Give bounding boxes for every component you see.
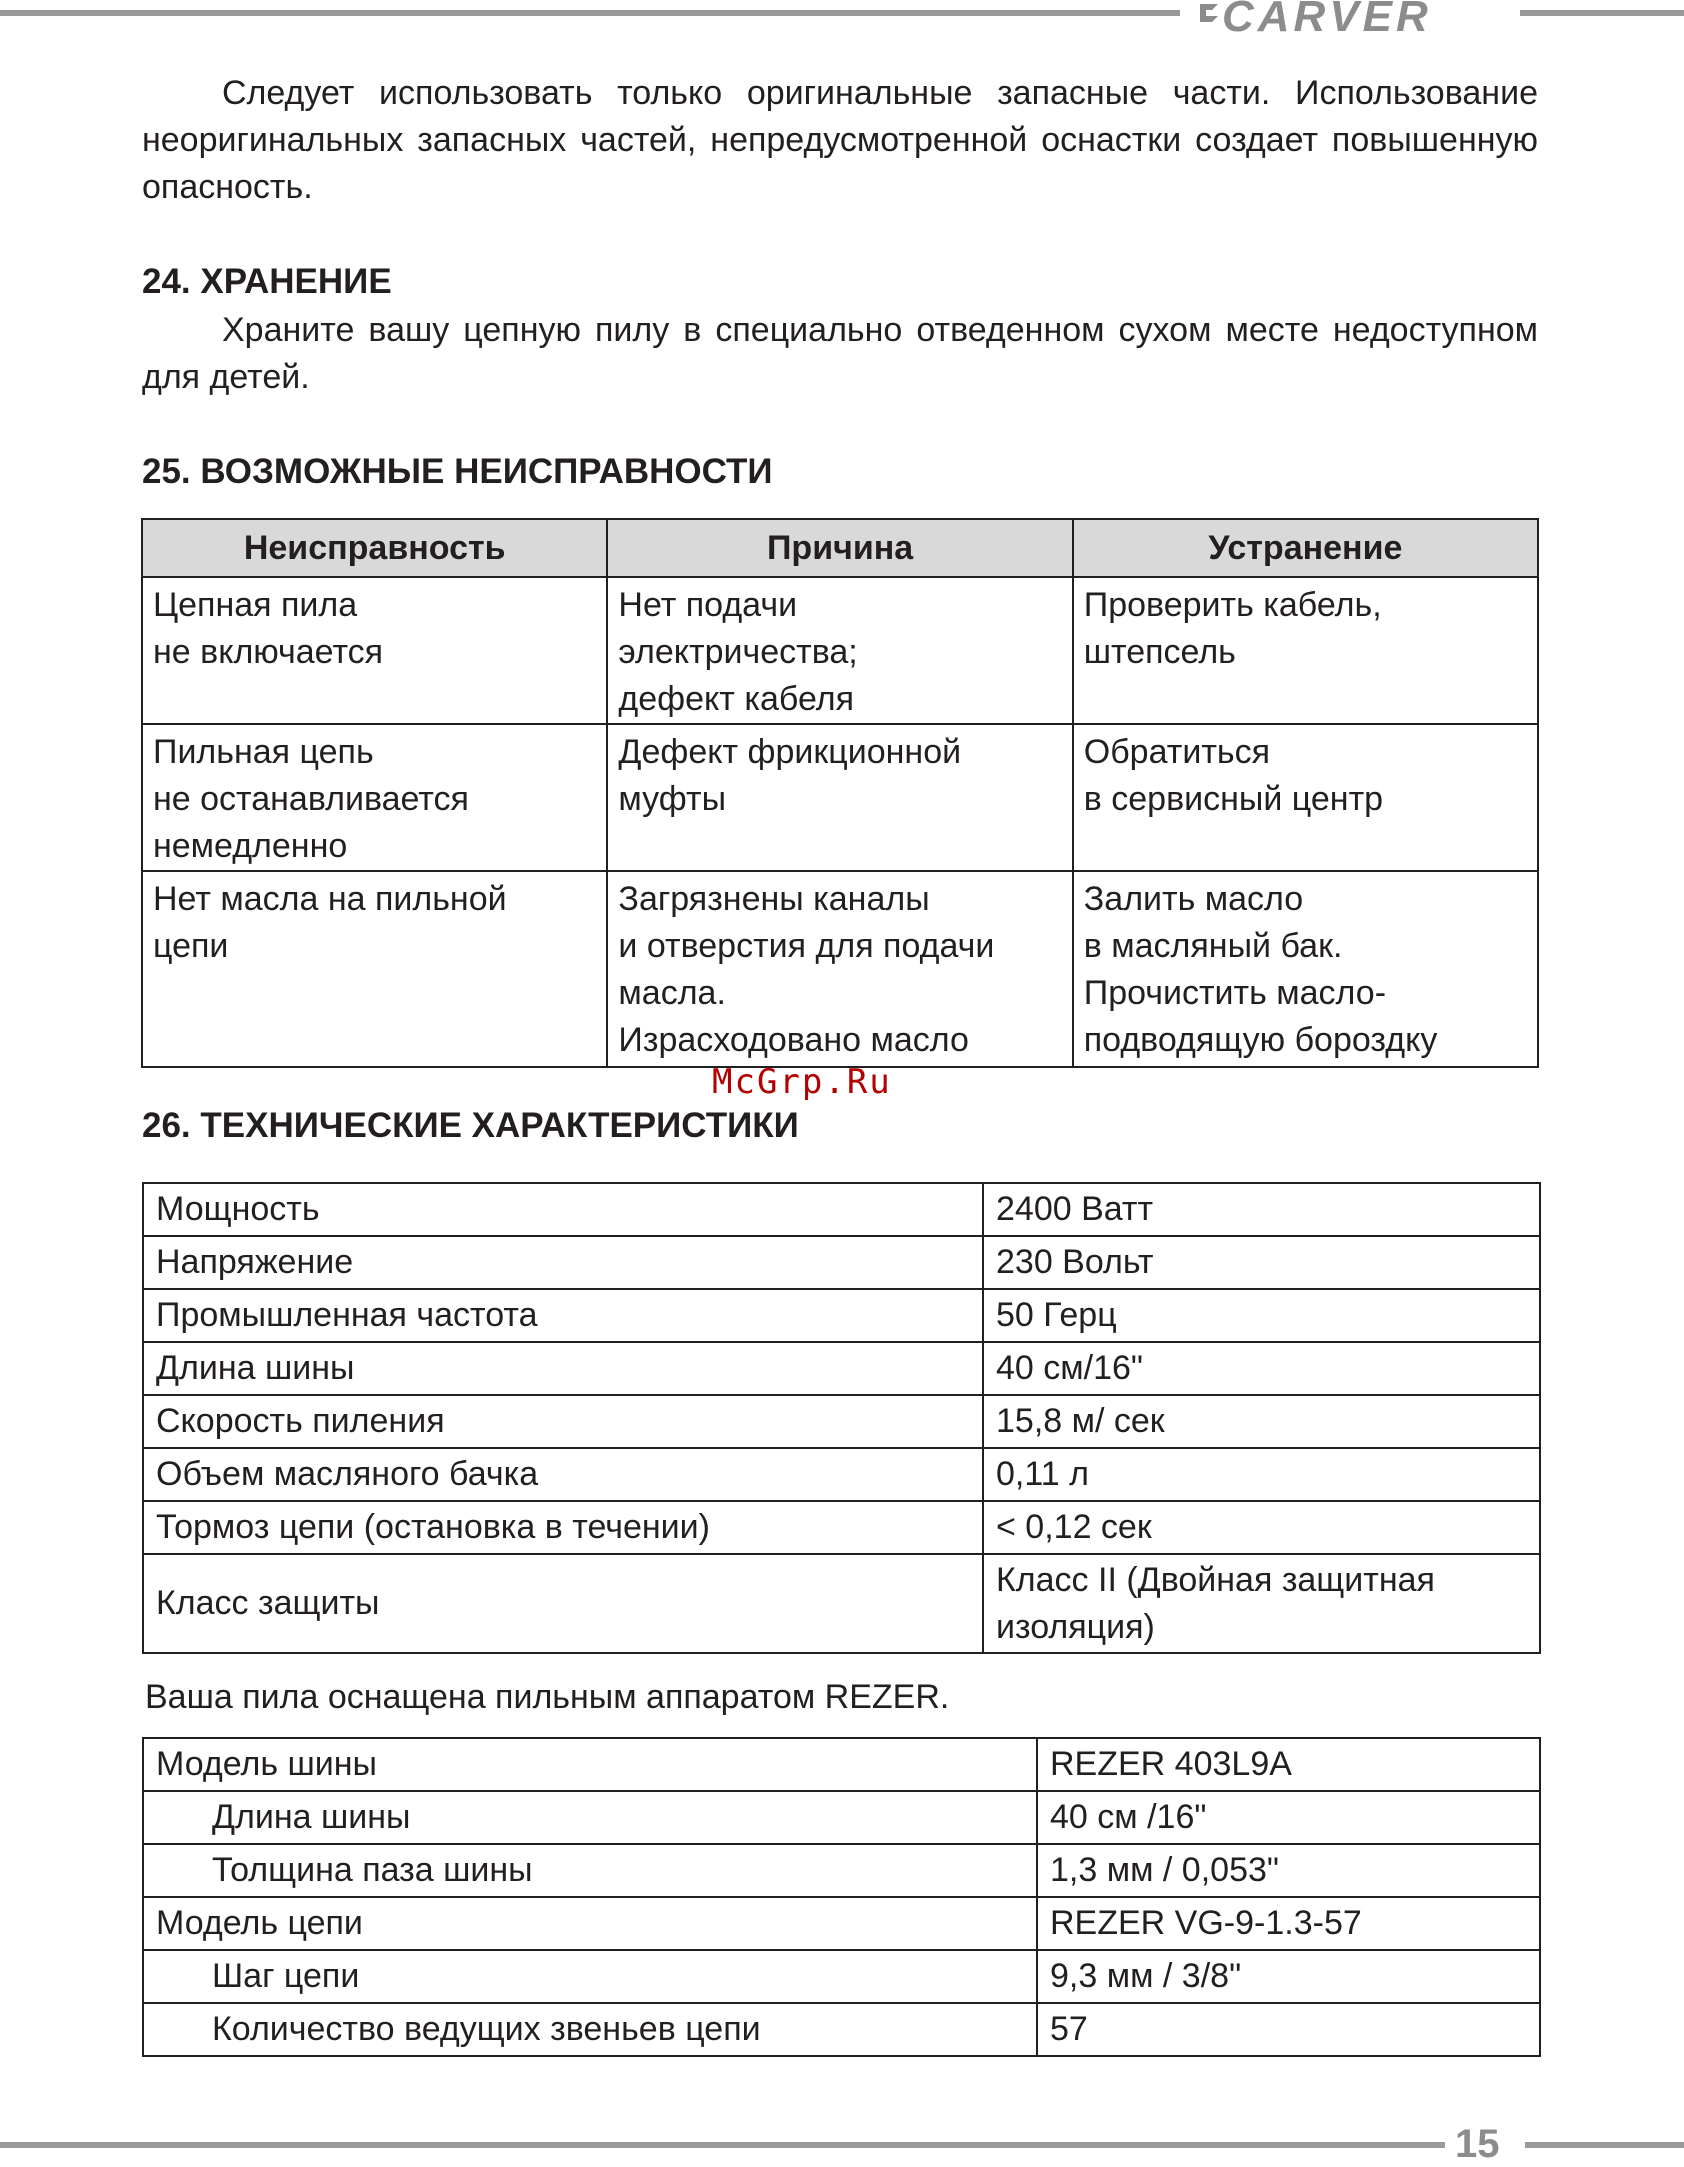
rezer-value: 1,3 мм / 0,053" bbox=[1037, 1844, 1540, 1897]
carver-logo-icon bbox=[1200, 4, 1218, 22]
intro-paragraph: Следует использовать только оригинальные запасные части. Использование неоригинальных запасных частей, непредусмотренной оснастки создает повышенную опасность. bbox=[142, 74, 1538, 206]
rezer-name: Количество ведущих звеньев цепи bbox=[143, 2003, 1037, 2056]
cause-cell: Дефект фрикционной муфты bbox=[607, 724, 1072, 871]
spec-value: 50 Герц bbox=[983, 1289, 1540, 1342]
spec-value: < 0,12 сек bbox=[983, 1501, 1540, 1554]
faults-table bbox=[141, 518, 1539, 1068]
table-row bbox=[143, 1183, 1540, 1236]
table-row bbox=[143, 1791, 1540, 1844]
table-row bbox=[143, 1844, 1540, 1897]
spec-name: Тормоз цепи (остановка в течении) bbox=[143, 1501, 983, 1554]
spec-name: Скорость пиления bbox=[143, 1395, 983, 1448]
header-rule-right bbox=[1520, 10, 1684, 16]
page-number: 15 bbox=[1455, 2122, 1500, 2166]
table-row bbox=[143, 1289, 1540, 1342]
faults-header-row bbox=[142, 519, 1538, 577]
table-row bbox=[142, 871, 1538, 1067]
storage-title: 24. ХРАНЕНИЕ bbox=[142, 262, 392, 301]
spec-value: Класс II (Двойная защитная изоляция) bbox=[983, 1554, 1540, 1653]
spec-name: Объем масляного бачка bbox=[143, 1448, 983, 1501]
fault-cell: Пильная цепь не останавливается немедленно bbox=[142, 724, 607, 871]
specs-title: 26. ТЕХНИЧЕСКИЕ ХАРАКТЕРИСТИКИ bbox=[142, 1106, 799, 1145]
spec-name: Длина шины bbox=[143, 1342, 983, 1395]
spec-name: Мощность bbox=[143, 1183, 983, 1236]
spec-value: 40 см/16" bbox=[983, 1342, 1540, 1395]
footer-rule-left bbox=[0, 2142, 1445, 2148]
watermark: McGrp.Ru bbox=[712, 1062, 892, 1102]
rezer-name: Модель цепи bbox=[143, 1897, 1037, 1950]
spec-name: Класс защиты bbox=[143, 1554, 983, 1653]
rezer-name: Модель шины bbox=[143, 1738, 1037, 1791]
rezer-table bbox=[142, 1737, 1541, 2057]
spec-value: 2400 Ватт bbox=[983, 1183, 1540, 1236]
rezer-note: Ваша пила оснащена пильным аппаратом REZER. bbox=[145, 1678, 950, 1716]
table-row bbox=[143, 1501, 1540, 1554]
faults-header-fault: Неисправность bbox=[142, 519, 607, 577]
table-row bbox=[143, 1738, 1540, 1791]
table-row bbox=[142, 724, 1538, 871]
fix-cell: Залить масло в масляный бак. Прочистить масло- подводящую бороздку bbox=[1073, 871, 1538, 1067]
footer-rule-right bbox=[1525, 2142, 1684, 2148]
table-row bbox=[143, 1448, 1540, 1501]
rezer-value: REZER VG-9-1.3-57 bbox=[1037, 1897, 1540, 1950]
table-row bbox=[142, 577, 1538, 724]
fault-cell: Цепная пила не включается bbox=[142, 577, 607, 724]
table-row bbox=[143, 2003, 1540, 2056]
table-row bbox=[143, 1236, 1540, 1289]
fix-cell: Проверить кабель, штепсель bbox=[1073, 577, 1538, 724]
rezer-name: Толщина паза шины bbox=[143, 1844, 1037, 1897]
spec-value: 15,8 м/ сек bbox=[983, 1395, 1540, 1448]
faults-title: 25. ВОЗМОЖНЫЕ НЕИСПРАВНОСТИ bbox=[142, 452, 773, 491]
faults-header-fix: Устранение bbox=[1073, 519, 1538, 577]
storage-paragraph: Храните вашу цепную пилу в специально отведенном сухом месте недоступном для детей. bbox=[142, 311, 1538, 396]
rezer-value: 9,3 мм / 3/8" bbox=[1037, 1950, 1540, 2003]
spec-value: 230 Вольт bbox=[983, 1236, 1540, 1289]
spec-name: Промышленная частота bbox=[143, 1289, 983, 1342]
table-row bbox=[143, 1950, 1540, 2003]
spec-value: 0,11 л bbox=[983, 1448, 1540, 1501]
cause-cell: Загрязнены каналы и отверстия для подачи масла. Израсходовано масло bbox=[607, 871, 1072, 1067]
table-row bbox=[143, 1342, 1540, 1395]
brand-logo: CARVER bbox=[1222, 0, 1432, 41]
rezer-name: Длина шины bbox=[143, 1791, 1037, 1844]
rezer-value: REZER 403L9A bbox=[1037, 1738, 1540, 1791]
fault-cell: Нет масла на пильной цепи bbox=[142, 871, 607, 1067]
table-row bbox=[143, 1395, 1540, 1448]
rezer-name: Шаг цепи bbox=[143, 1950, 1037, 2003]
rezer-value: 40 см /16" bbox=[1037, 1791, 1540, 1844]
header-rule-left bbox=[0, 10, 1180, 16]
fix-cell: Обратиться в сервисный центр bbox=[1073, 724, 1538, 871]
rezer-value: 57 bbox=[1037, 2003, 1540, 2056]
specs-table bbox=[142, 1182, 1541, 1654]
spec-name: Напряжение bbox=[143, 1236, 983, 1289]
cause-cell: Нет подачи электричества; дефект кабеля bbox=[607, 577, 1072, 724]
faults-header-cause: Причина bbox=[607, 519, 1072, 577]
table-row bbox=[143, 1897, 1540, 1950]
table-row bbox=[143, 1554, 1540, 1653]
